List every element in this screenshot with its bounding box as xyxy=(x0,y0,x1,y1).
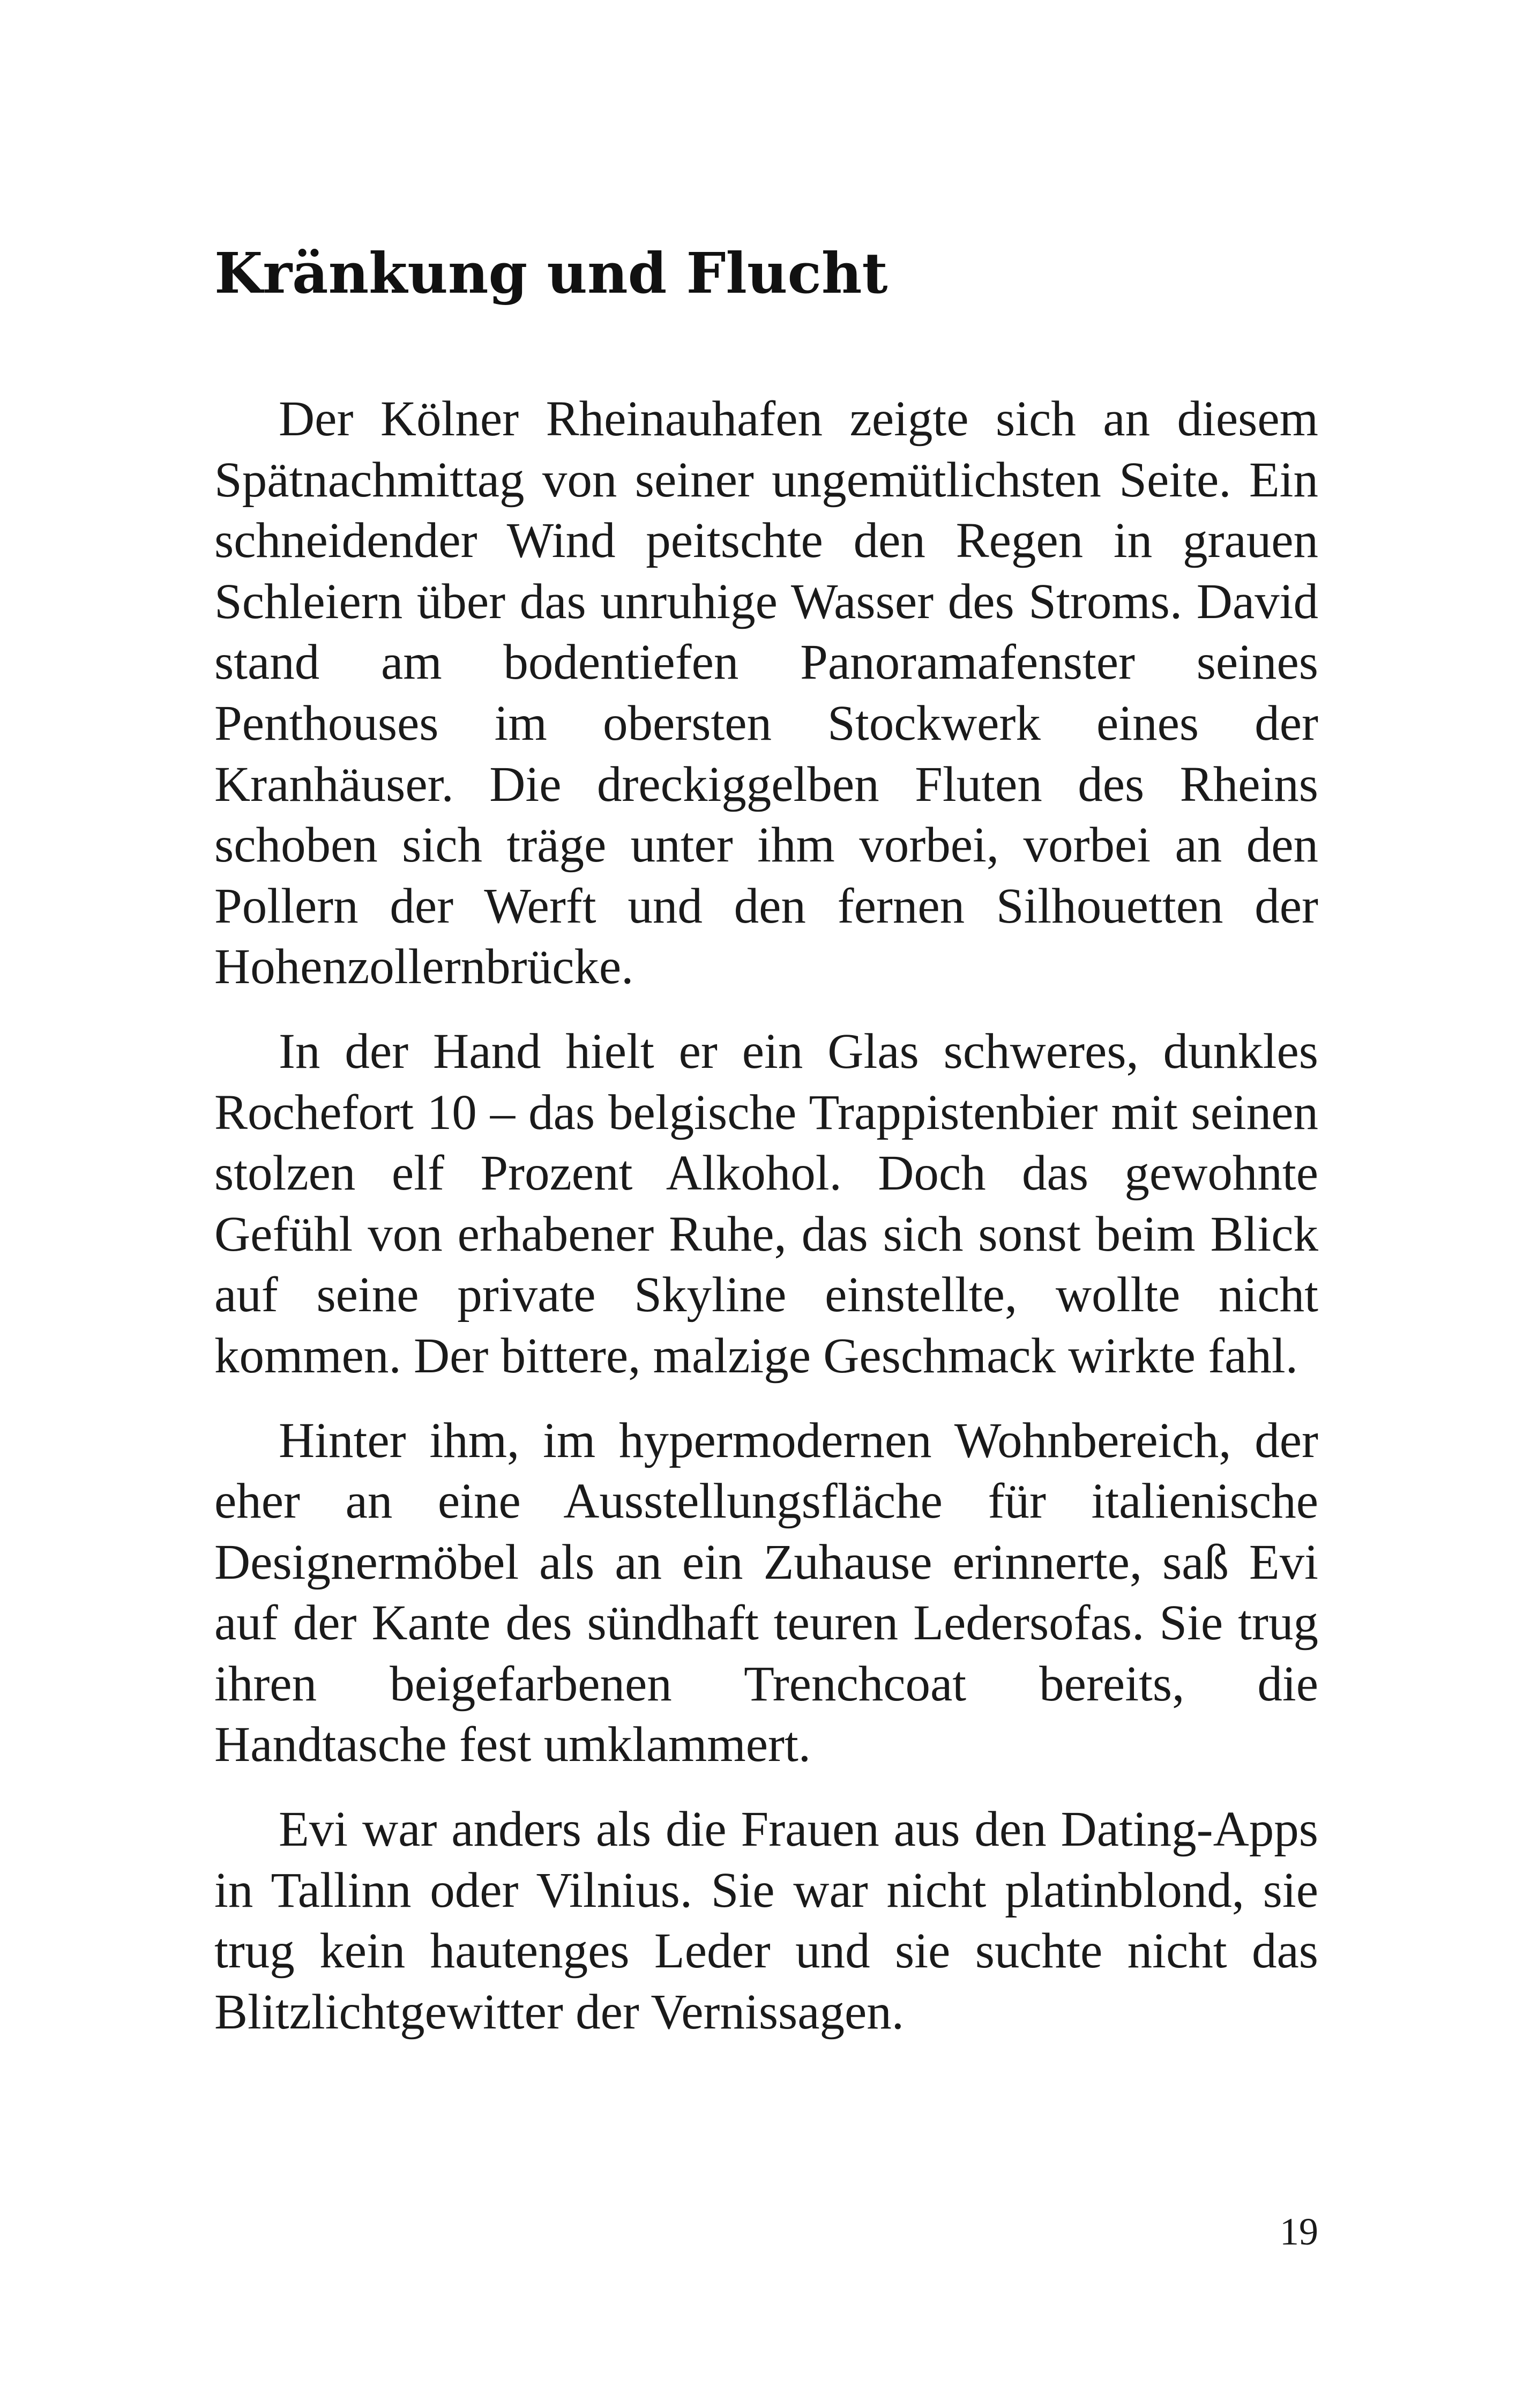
paragraph: Evi war anders als die Frauen aus den Dating-Apps in Tallinn oder Vilnius. Sie war nicht platinblond, sie trug kein hautenges Leder und sie suchte nicht das Blitzlichtgewitter der Vernissagen. xyxy=(214,1802,1318,2040)
paragraph: Der Kölner Rheinauhafen zeigte sich an diesem Spätnachmittag von seiner ungemütlichsten Seite. Ein schneidender Wind peitschte den Regen in grauen Schleiern über das unruhige Wasser des Stroms. David stand am bodentiefen Panoramafenster seines Penthouses im obersten Stockwerk eines der Kranhäuser. Die dreckiggelben Fluten des Rheins schoben sich träge unter ihm vorbei, vorbei an den Pollern der Werft und den fernen Silhouetten der Hohenzollernbrücke. xyxy=(214,391,1318,995)
chapter-body xyxy=(214,389,1318,2066)
paragraph: Hinter ihm, im hypermodernen Wohnbereich, der eher an eine Ausstellungsfläche für italienische Designermöbel als an ein Zuhause erinnerte, saß Evi auf der Kante des sündhaft teuren Ledersofas. Sie trug ihren beigefarbenen Trenchcoat bereits, die Handtasche fest umklammert. xyxy=(214,1413,1318,1773)
chapter-title: Kränkung und Flucht xyxy=(214,240,888,306)
page-number: 19 xyxy=(1280,2210,1318,2253)
paragraph: In der Hand hielt er ein Glas schweres, dunkles Rochefort 10 – das belgische Trappistenbier mit seinen stolzen elf Prozent Alkohol. Doch das gewohnte Gefühl von erhabener Ruhe, das sich sonst beim Blick auf seine private Skyline einstellte, wollte nicht kommen. Der bittere, malzige Geschmack wirkte fahl. xyxy=(214,1023,1318,1384)
